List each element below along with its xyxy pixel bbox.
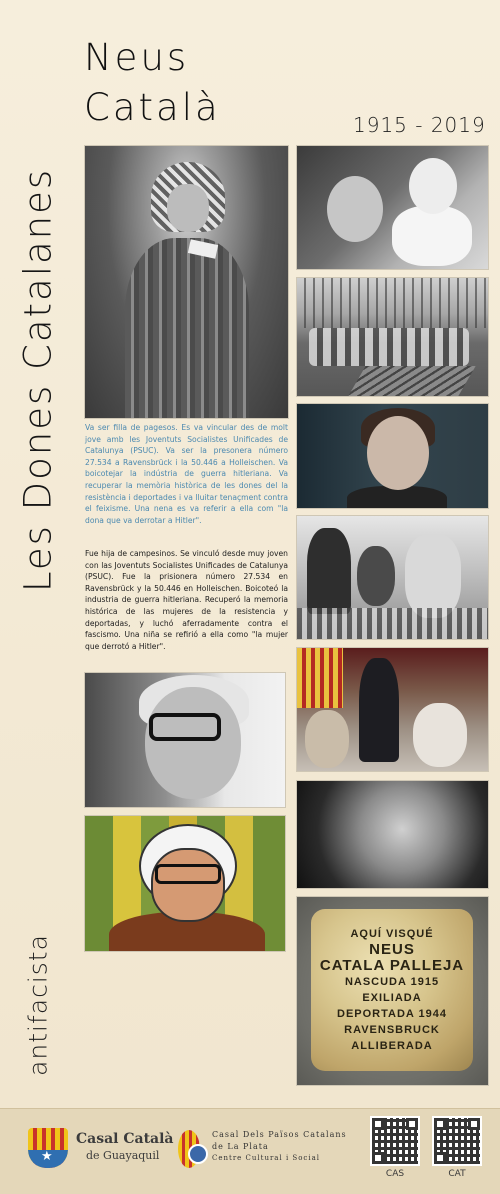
qr-label-cat: CAT (448, 1169, 466, 1179)
mother-child-photo (296, 145, 489, 270)
plaque-line: RAVENSBRUCK (344, 1024, 440, 1036)
group-field-photo (296, 277, 489, 397)
plaque-line: ALLIBERADA (351, 1040, 433, 1052)
qr-code-cat[interactable] (432, 1116, 482, 1166)
name-last: Català (84, 86, 221, 129)
plaque-line: DEPORTADA 1944 (337, 1008, 447, 1020)
footer (0, 1108, 500, 1194)
elderly-glasses-photo (84, 672, 286, 808)
logo2-line2: de La Plata (212, 1142, 269, 1151)
casal-mark-icon (172, 1130, 206, 1168)
medal-ceremony-photo (296, 647, 489, 772)
qr-label-cas: CAS (385, 1169, 405, 1179)
memorial-stone-photo (296, 896, 489, 1086)
life-years: 1915 - 2019 (353, 113, 486, 137)
casal-catala-guayaquil-logo (28, 1128, 178, 1168)
name-first: Neus (84, 36, 190, 79)
casal-paisos-catalans-logo (172, 1128, 362, 1172)
plaque-line: CATALA PALLEJA (319, 957, 465, 974)
tagline: antifacista (23, 934, 53, 1076)
closeup-portrait-photo (296, 780, 489, 889)
logo1-subtitle: de Guayaquil (86, 1149, 160, 1162)
plaque-line: NEUS (369, 941, 415, 958)
logo2-line3: Centre Cultural i Social (212, 1154, 320, 1162)
illustrated-portrait (84, 815, 286, 952)
logo1-title: Casal Català (76, 1131, 174, 1147)
memorial-plaque (311, 909, 473, 1071)
shield-icon: ★ (28, 1128, 68, 1168)
portrait-camp-uniform-photo (84, 145, 289, 419)
interview-photo (296, 403, 489, 509)
plaque-line: EXILIADA (362, 992, 422, 1004)
bio-spanish: Fue hija de campesinos. Se vinculó desde muy joven con las Joventuts Socialistes Unificades de Catalunya (PSUC). Fue la prisionera número 27.534 en Ravensbrück y la 50.446 en Holleischen. Boicoteó la industria de guerra hitleriana. Recuperó la memoria histórica de las mujeres de la resistencia y deportadas, y luchó aferradamente contra el fascismo. Una niña se refirió a ella como "la mujer que derrotó a Hitler". (85, 549, 288, 651)
dinner-table-photo (296, 515, 489, 640)
plaque-line: AQUÍ VISQUÉ (350, 928, 434, 940)
bio-catalan: Va ser filla de pagesos. Es va vincular des de molt jove amb les Joventuts Socialistes Unificades de Catalunya (PSUC). Va ser la presonera número 27.534 a Ravensbrück i la 50.446 a Holleischen. Va boicotejar la indústria de guerra hitleriana. Va recuperar la memòria històrica de les dones del la resistència i deportades i va lluitar tenaçment contra el feixisme. Una nena es va referir a ella com "la dona que va derrotar a Hitler". (85, 423, 288, 525)
qr-code-cas[interactable] (370, 1116, 420, 1166)
series-title: Les Dones Catalanes (16, 167, 60, 593)
plaque-line: NASCUDA 1915 (344, 976, 440, 988)
logo2-line1: Casal Dels Països Catalans (212, 1130, 347, 1139)
